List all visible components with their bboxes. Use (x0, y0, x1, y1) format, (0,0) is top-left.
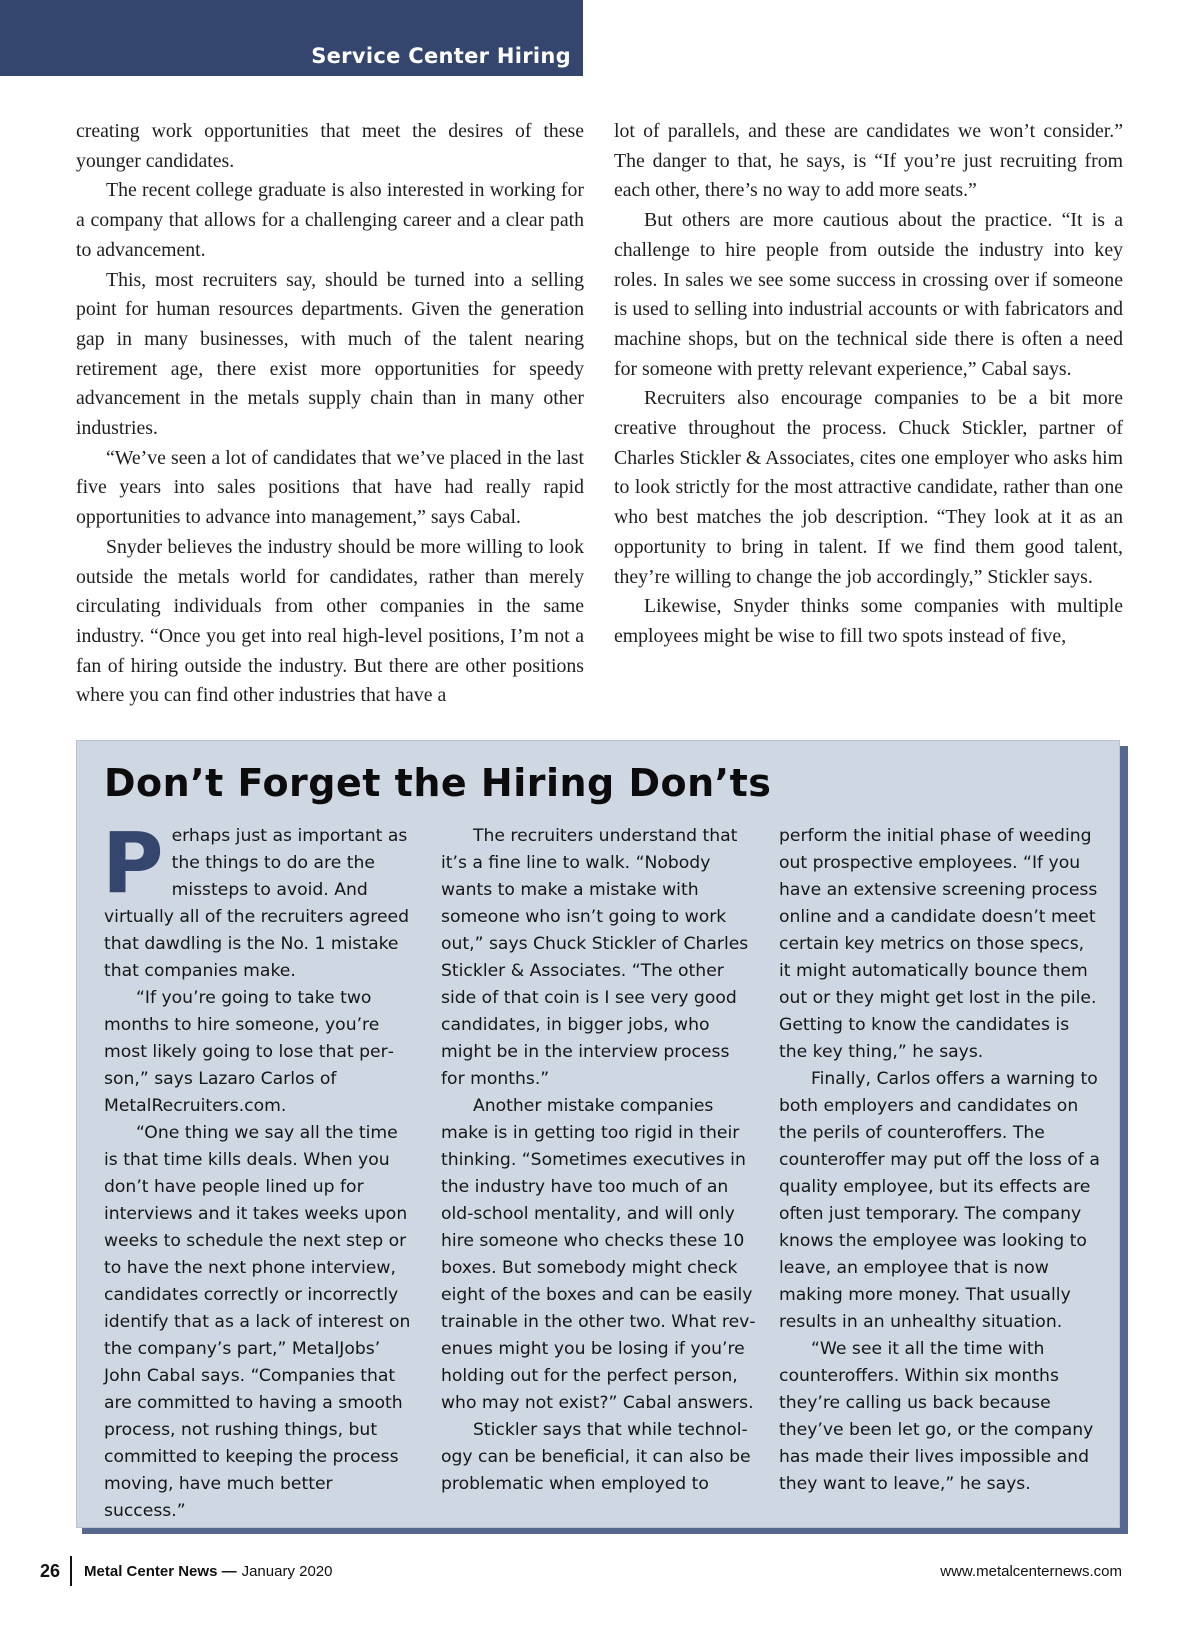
paragraph (102, 814, 416, 985)
page-number: 26 (40, 1560, 61, 1581)
paragraph: This, most recruiters say, should be turned into a selling point for human resources departments. Given the generation gap in many businesses, with much of the talent nearing retirement age, there exist more opportunities for speedy advancement in the metals supply chain than in many other industries. (76, 268, 584, 440)
paragraph: “We’ve seen a lot of candidates that we’ve placed in the last five years into sales positions that have had really rapid opportunities to advance into management,” says Cabal. (76, 446, 584, 529)
drop-cap: P (102, 814, 164, 912)
article-column-right (614, 117, 1123, 652)
sidebar-column-3 (779, 823, 1101, 1498)
paragraph: “If you’re going to take two months to hire someone, you’re most likely going to lose that person,” says Lazaro Carlos of MetalRecruiters.com. (104, 988, 394, 1116)
paragraph: Stickler says that while technology can be beneficial, it can also be problematic when employed to (441, 1420, 751, 1494)
page-footer (40, 1556, 332, 1586)
paragraph: Snyder believes the industry should be more willing to look outside the metals world for candidates, rather than merely circulating individuals from other companies in the same industry. “Once you get into real high-level positions, I’m not a fan of hiring outside the industry. But there are other positions where you can find other industries that have a (76, 535, 584, 707)
paragraph: The recent college graduate is also interested in working for a company that allows for a challenging career and a clear path to advancement. (76, 179, 584, 261)
paragraph: Likewise, Snyder thinks some companies with multiple employees might be wise to fill two spots instead of five, (614, 595, 1123, 647)
sidebar-box (76, 740, 1120, 1528)
sidebar-title: Don’t Forget the Hiring Don’ts (104, 761, 772, 805)
paragraph: Finally, Carlos offers a warning to both employers and candidates on the perils of counteroffers. The counteroffer may put off the loss of a quality employee, but its effects are often just temporary. The company knows the employee was looking to leave, an employee that is now making more money. That usually results in an unhealthy situation. (779, 1069, 1100, 1332)
paragraph-text: erhaps just as important as the things to do are the missteps to avoid. And virtually all of the recruiters agreed that dawdling is the No. 1 mistake that companies make. (104, 826, 410, 981)
paragraph: Another mistake companies make is in getting too rigid in their thinking. “Sometimes executives in the industry have too much of an old-school mentality, and will only hire someone who checks these 10 boxes. But somebody might check eight of the boxes and can be easily trainable in the other two. What revenues might you be losing if you’re holding out for the perfect person, who may not exist?” Cabal answers. (441, 1096, 756, 1413)
paragraph: “One thing we say all the time is that time kills deals. When you don’t have people lined up for interviews and it takes weeks upon weeks to schedule the next step or to have the next phone interview, candidates correctly or incorrectly identify that as a lack of interest on the company’s part,” MetalJobs’ John Cabal says. “Companies that are committed to having a smooth process, not rushing things, but committed to keeping the process moving, have much better success.” (104, 1123, 411, 1521)
publication-name: Metal Center News — (84, 1562, 237, 1580)
footer-divider (70, 1556, 72, 1586)
section-header-tab (0, 0, 583, 76)
sidebar-column-1 (102, 814, 416, 1525)
paragraph: creating work opportunities that meet the desires of these younger candidates. (76, 120, 584, 172)
paragraph: But others are more cautious about the practice. “It is a challenge to hire people from outside the industry into key roles. In sales we see some success in crossing over if someone is used to selling into industrial accounts or with fabricators and machine shops, but on the technical side there is often a need for someone with pretty relevant experience,” Cabal says. (614, 209, 1123, 380)
website-url: www.metalcenternews.com (940, 1563, 1122, 1580)
paragraph: The recruiters understand that it’s a fine line to walk. “Nobody wants to make a mistake with someone who isn’t going to work out,” says Chuck Stickler of Charles Stickler & Associates. “The other side of that coin is I see very good candidates, in bigger jobs, who might be in the interview process for months.” (441, 826, 749, 1089)
issue-date: January 2020 (241, 1562, 333, 1580)
article-column-left (76, 117, 584, 711)
paragraph: “We see it all the time with counteroffers. Within six months they’re calling us back because they’ve been let go, or the company has made their lives impossible and they want to leave,” he says. (779, 1339, 1094, 1494)
sidebar-column-2 (441, 823, 756, 1498)
section-label: Service Center Hiring (311, 44, 571, 68)
paragraph: lot of parallels, and these are candidates we won’t consider.” The danger to that, he says, is “If you’re just recruiting from each other, there’s no way to add more seats.” (614, 120, 1123, 202)
paragraph: Recruiters also encourage companies to be a bit more creative throughout the process. Chuck Stickler, partner of Charles Stickler & Associates, cites one employer who asks him to look strictly for the most attractive candidate, rather than one who best matches the job description. “They look at it as an opportunity to bring in talent. If we find them good talent, they’re willing to change the job accordingly,” Stickler says. (614, 387, 1123, 588)
paragraph: perform the initial phase of weeding out prospective employees. “If you have an extensive screening process online and a candidate doesn’t meet certain key metrics on those specs, it might automatically bounce them out or they might get lost in the pile. Getting to know the candidates is the key thing,” he says. (779, 826, 1098, 1062)
